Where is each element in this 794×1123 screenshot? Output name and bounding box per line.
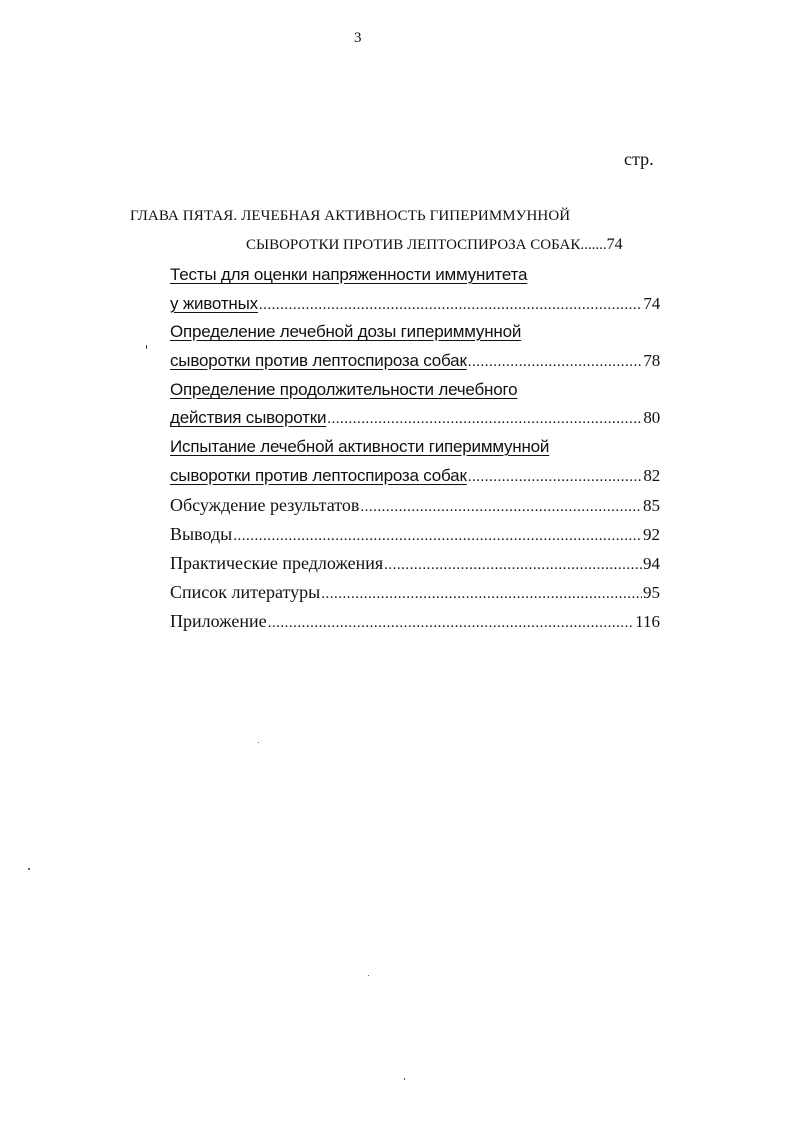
toc-entry-4-line2 (170, 465, 660, 488)
toc-leader-dots (268, 612, 635, 634)
toc-entry-1-page: 74 (643, 294, 660, 313)
toc-entry-appendix-title: Приложение (170, 611, 267, 631)
scan-speck (404, 1078, 405, 1080)
toc-entry-4-title: Испытание лечебной активности гипериммунной (170, 437, 550, 456)
toc-entry-discussion-page: 85 (643, 496, 660, 515)
chapter-title-dots: ....... (580, 237, 607, 253)
toc-entry-practical-page: 94 (643, 554, 660, 573)
chapter-title-text: СЫВОРОТКИ ПРОТИВ ЛЕПТОСПИРОЗА СОБАК (246, 237, 581, 253)
scan-speck (258, 742, 259, 743)
toc-entry-2-page: 78 (643, 351, 660, 370)
toc-entry-3-title-cont: действия сыворотки (170, 408, 327, 427)
chapter-title-line1: ГЛАВА ПЯТАЯ. ЛЕЧЕБНАЯ АКТИВНОСТЬ ГИПЕРИММУННОЙ (130, 208, 571, 224)
toc-entry-conclusions (170, 523, 660, 547)
toc-entry-2-line2 (170, 350, 660, 373)
scan-speck (146, 345, 147, 349)
toc-leader-dots (327, 408, 642, 430)
toc-entry-1-title: Тесты для оценки напряженности иммунитета (170, 265, 528, 284)
toc-entry-appendix-page: 116 (635, 612, 660, 631)
toc-entry-2-title: Определение лечебной дозы гипериммунной (170, 322, 522, 341)
toc-entry-references-title: Список литературы (170, 582, 321, 602)
page-column-header: стр. (624, 149, 654, 169)
page-number: 3 (354, 30, 362, 46)
toc-entry-conclusions-page: 92 (643, 525, 660, 544)
toc-entry-1-line2 (170, 293, 660, 316)
toc-entry-3-page: 80 (643, 408, 660, 427)
toc-entry-conclusions-title: Выводы (170, 524, 233, 544)
toc-entry-4-page: 82 (643, 466, 660, 485)
toc-entry-practical-title: Практические предложения (170, 553, 384, 573)
toc-entry-appendix (170, 610, 660, 634)
toc-entry-3-line2 (170, 407, 660, 430)
toc-entry-1-line1 (170, 264, 660, 286)
scan-speck (28, 868, 30, 870)
toc-entry-discussion (170, 494, 660, 518)
toc-entry-discussion-title: Обсуждение результатов (170, 495, 360, 515)
toc-entry-1-title-cont: у животных (170, 294, 258, 313)
toc-entry-2-title-cont: сыворотки против лептоспироза собак (170, 351, 467, 370)
scan-speck (368, 975, 369, 976)
toc-entry-4-title-cont: сыворотки против лептоспироза собак (170, 466, 467, 485)
toc-leader-dots (384, 554, 642, 576)
toc-entry-practical (170, 552, 660, 576)
toc-leader-dots (233, 525, 642, 547)
toc-leader-dots (259, 294, 642, 316)
toc-entry-4-line1 (170, 436, 660, 458)
toc-entry-2-line1 (170, 321, 660, 343)
toc-entry-references-page: 95 (643, 583, 660, 602)
toc-leader-dots (468, 466, 643, 488)
toc-leader-dots (468, 351, 643, 373)
toc-leader-dots (321, 583, 642, 605)
chapter-page-number: 74 (606, 236, 623, 253)
toc-entry-3-line1 (170, 379, 660, 401)
toc-entry-references (170, 581, 660, 605)
toc-leader-dots (360, 496, 642, 518)
toc-entry-3-title: Определение продолжительности лечебного (170, 380, 518, 399)
chapter-title-line2 (246, 236, 623, 254)
